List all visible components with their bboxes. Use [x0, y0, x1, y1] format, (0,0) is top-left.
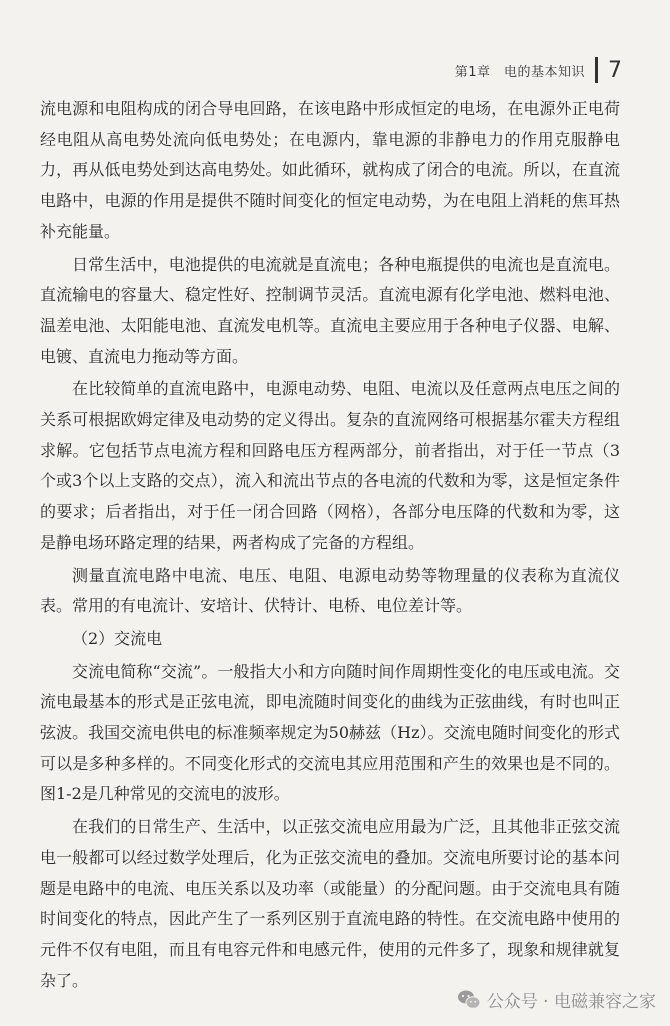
paragraph-2: 日常生活中，电池提供的电流就是直流电；各种电瓶提供的电流也是直流电。直流输电的容量大、稳定性好、控制调节灵活。直流电源有化学电池、燃料电池、温差电池、太阳能电池、直流发电机等。直流电主要应用于各种电子仪器、电解、电镀、直流电力拖动等方面。 — [40, 254, 620, 366]
paragraph-4: 测量直流电路中电流、电压、电阻、电源电动势等物理量的仪表称为直流仪表。常用的有电流计、安培计、伏特计、电桥、电位差计等。 — [40, 565, 620, 616]
page-body — [40, 94, 620, 998]
page-number: 7 — [608, 57, 622, 83]
paragraph-3: 在比较简单的直流电路中，电源电动势、电阻、电流以及任意两点电压之间的关系可根据欧姆定律及电动势的定义得出。复杂的直流网络可根据基尔霍夫方程组求解。它包括节点电流方程和回路电压方程两部分，前者指出，对于任一节点（3个或3个以上支路的交点），流入和流出节点的各电流的代数和为零，这是恒定条件的要求；后者指出，对于任一闭合回路（网格），各部分电压降的代数和为零，这是静电场环路定理的结果，两者构成了完备的方程组。 — [40, 379, 620, 552]
running-header — [455, 54, 622, 86]
section-heading-ac: （2）交流电 — [72, 628, 163, 648]
paragraph-6: 在我们的日常生产、生活中，以正弦交流电应用最为广泛，且其他非正弦交流电一般都可以经过数学处理后，化为正弦交流电的叠加。交流电所要讨论的基本问题是电路中的电流、电压关系以及功率（或能量）的分配问题。由于交流电具有随时间变化的特点，因此产生了一系列区别于直流电路的特性。在交流电路中使用的元件不仅有电阻，而且有电容元件和电感元件，使用的元件多了，现象和规律就复杂了。 — [40, 817, 620, 990]
chapter-title: 第1章 电的基本知识 — [454, 64, 585, 80]
watermark-text: 公众号 · 电磁兼容之家 — [486, 992, 656, 1012]
wechat-icon — [457, 989, 481, 1011]
paragraph-1: 流电源和电阻构成的闭合导电回路，在该电路中形成恒定的电场，在电源外正电荷经电阻从高电势处流向低电势处；在电源内，靠电源的非静电力的作用克服静电力，再从低电势处到达高电势处。如此循环，就构成了闭合的电流。所以，在直流电路中，电源的作用是提供不随时间变化的恒定电动势，为在电阻上消耗的焦耳热补充能量。 — [40, 99, 620, 241]
watermark — [457, 987, 656, 1012]
paragraph-5: 交流电简称“交流”。一般指大小和方向随时间作周期性变化的电压或电流。交流电最基本的形式是正弦电流，即电流随时间变化的曲线为正弦曲线，有时也叫正弦波。我国交流电供电的标准频率规定为50赫兹（Hz）。交流电随时间变化的形式可以是多种多样的。不同变化形式的交流电其应用范围和产生的效果也是不同的。图1-2是几种常见的交流电的波形。 — [40, 661, 620, 804]
header-divider — [595, 57, 598, 83]
